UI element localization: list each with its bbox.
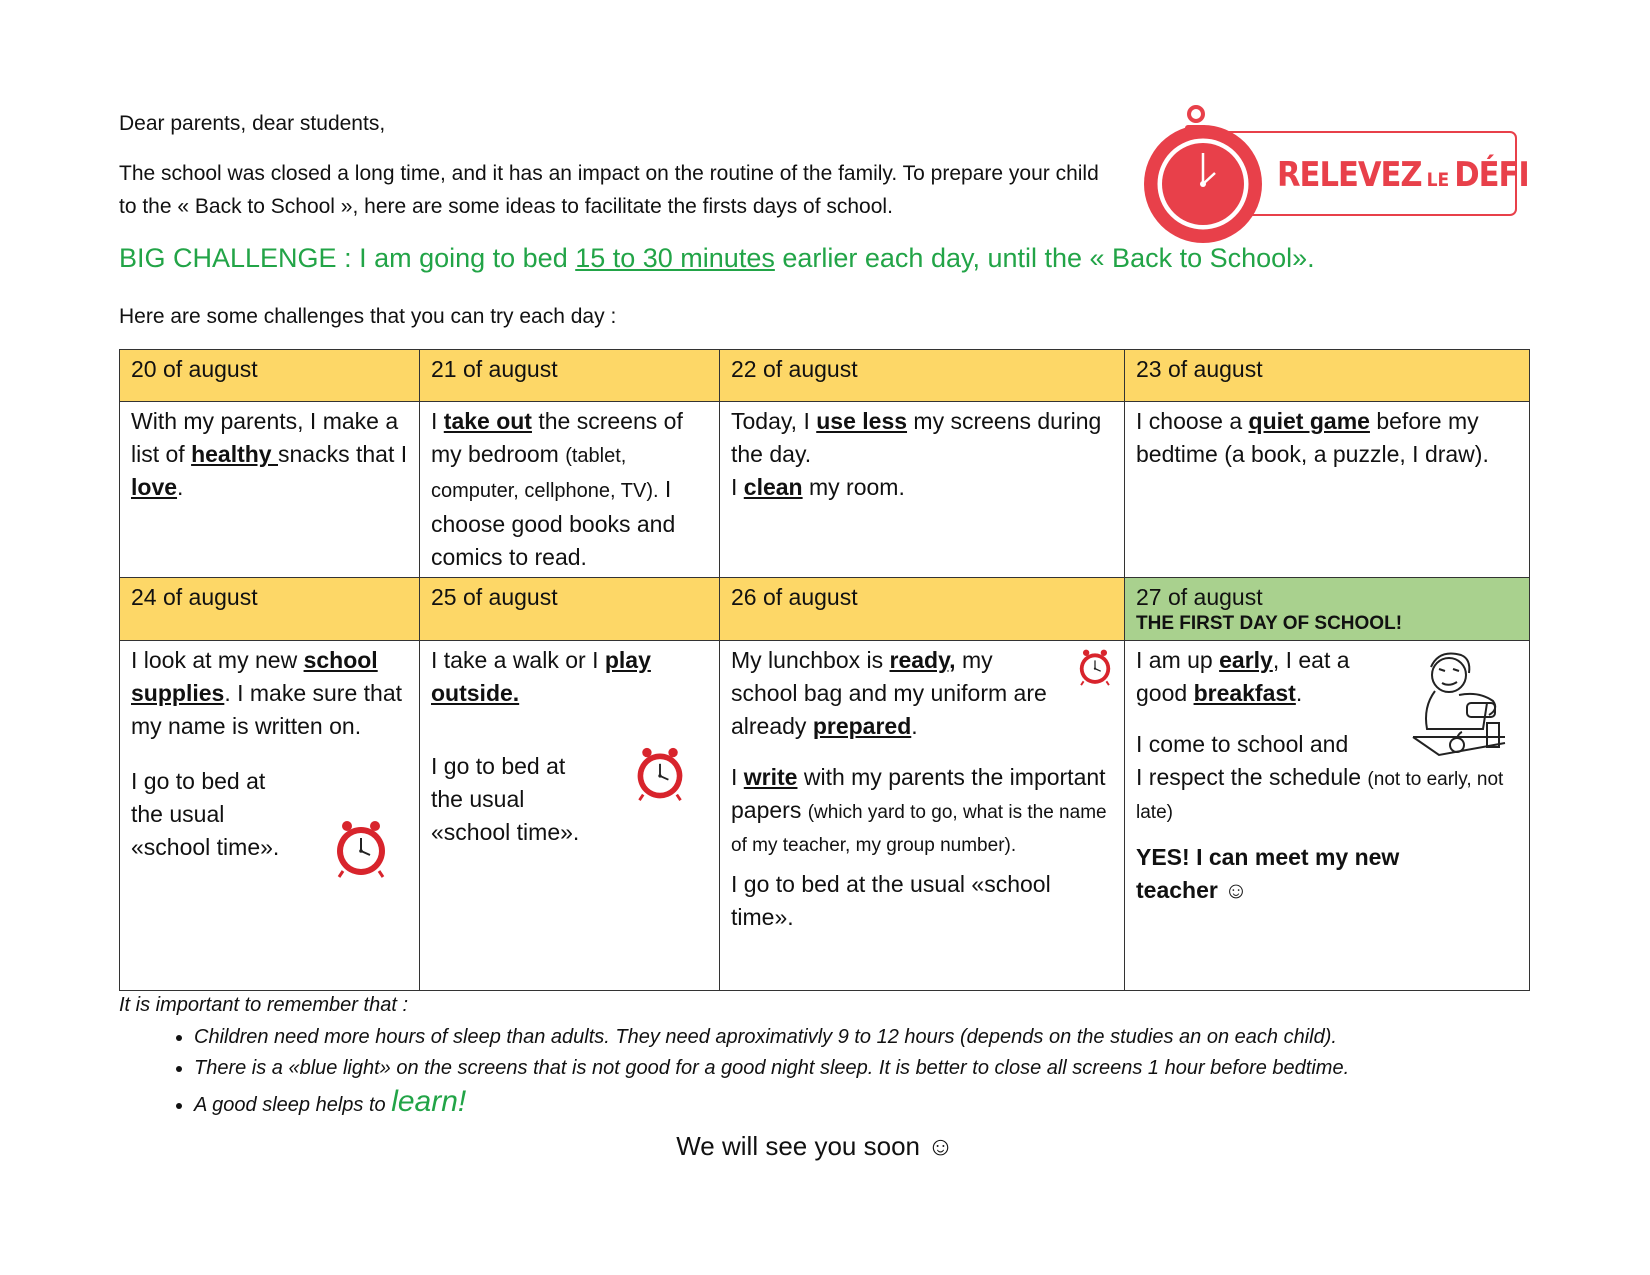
emphasis: prepared	[812, 713, 912, 739]
day-header: 24 of august	[120, 578, 420, 641]
week1-header-row	[120, 350, 1530, 402]
alarm-clock-icon	[632, 744, 688, 806]
challenge-calendar	[119, 349, 1530, 991]
closing-line: We will see you soon ☺	[676, 1131, 954, 1161]
learn-highlight: learn!	[391, 1085, 467, 1118]
emphasis: early	[1219, 647, 1273, 673]
text: the screens of my bedroom	[431, 408, 683, 467]
text: the usual	[431, 786, 525, 812]
small-text: (tablet, computer, cellphone, TV).	[431, 445, 659, 502]
emphasis: healthy	[191, 441, 278, 467]
challenge-cell-25	[420, 641, 720, 991]
small-text: (which yard to go, what is the name of my teacher, my group number).	[731, 802, 1107, 856]
text: I choose a	[1136, 408, 1249, 434]
alarm-clock-icon	[331, 817, 391, 883]
text: .	[177, 474, 184, 500]
challenge-cell-22	[720, 402, 1125, 578]
week2-header-row	[120, 578, 1530, 641]
text: I go to bed at	[131, 768, 266, 794]
day-header: 20 of august	[120, 350, 420, 402]
text: .	[911, 713, 918, 739]
text: I	[731, 764, 744, 790]
week2-body-row	[120, 641, 1530, 991]
day-header-first-day	[1125, 578, 1530, 641]
note-item: • There is a «blue light» on the screens that is not good for a good night sleep. It is better to close all screens 1 hour before bedtime.	[194, 1053, 1349, 1083]
note-item: • Children need more hours of sleep than adults. They need aproximativly 9 to 12 hours (depends on the studies an on each child).	[194, 1022, 1349, 1052]
emphasis: school supplies	[131, 647, 378, 706]
text: My lunchbox is	[731, 647, 890, 673]
logo-word-relevez: RELEVEZ	[1277, 155, 1422, 195]
text: I am up	[1136, 647, 1220, 673]
text: With my parents, I make a list of	[131, 408, 399, 467]
emphasis: clean	[743, 474, 803, 500]
text: I	[431, 408, 444, 434]
day-header: 21 of august	[420, 350, 720, 402]
text: I	[731, 474, 744, 500]
text: A good sleep helps to	[194, 1094, 392, 1116]
text: my screens during the day.	[731, 408, 1102, 467]
day-header: 26 of august	[720, 578, 1125, 641]
text: my room.	[802, 474, 905, 500]
greeting: Dear parents, dear students,	[119, 112, 386, 135]
day-header: 23 of august	[1125, 350, 1530, 402]
emphasis: quiet game	[1248, 408, 1370, 434]
week1-body-row	[120, 402, 1530, 578]
emphasis: use less	[816, 408, 908, 434]
challenge-cell-20	[120, 402, 420, 578]
emphasis: write	[743, 764, 798, 790]
challenge-highlight: 15 to 30 minutes	[575, 243, 775, 273]
text: I come to school and	[1136, 731, 1349, 757]
text: , I eat a good	[1136, 647, 1350, 706]
logo-word-defi: DÉFI	[1454, 155, 1529, 195]
text: before my bedtime (a book, a puzzle, I draw).	[1136, 408, 1489, 467]
text: my school bag and my uniform are already	[731, 647, 1047, 739]
text: «school time».	[431, 819, 580, 845]
text: the usual	[131, 801, 225, 827]
text: I go to bed at	[431, 753, 566, 779]
alarm-clock-icon	[1076, 647, 1114, 689]
meet-teacher-text: YES! I can meet my new teacher ☺	[1136, 844, 1400, 903]
day-header-date: 27 of august	[1136, 584, 1263, 610]
text: I take a walk or I	[431, 647, 605, 673]
intro-paragraph: The school was closed a long time, and it has an impact on the routine of the family. To prepare your child to the « Back to School », here are some ideas to facilitate the firsts days of school.	[119, 162, 1099, 218]
emphasis: love	[131, 474, 178, 500]
subtitle: Here are some challenges that you can try each day :	[119, 305, 617, 328]
text: I choose good books and comics to read.	[431, 476, 676, 570]
challenge-cell-23	[1125, 402, 1530, 578]
emphasis: take out	[443, 408, 532, 434]
emphasis: breakfast	[1193, 680, 1296, 706]
notes	[119, 990, 1349, 1121]
text: I respect the schedule	[1136, 764, 1368, 790]
text: . I make sure that my name is written on.	[131, 680, 403, 739]
text: «school time».	[131, 834, 280, 860]
logo-word-le: LE	[1426, 169, 1450, 191]
challenge-prefix: BIG CHALLENGE : I am going to bed	[119, 243, 576, 273]
notes-intro: It is important to remember that :	[119, 994, 408, 1016]
challenge-suffix: earlier each day, until the « Back to School».	[774, 243, 1315, 273]
notes-list	[119, 1022, 1349, 1120]
first-day-subheader: THE FIRST DAY OF SCHOOL!	[1136, 613, 1403, 634]
relevez-le-defi-logo	[1143, 105, 1529, 245]
challenge-cell-26	[720, 641, 1125, 991]
day-header: 22 of august	[720, 350, 1125, 402]
text: Today, I	[731, 408, 817, 434]
challenge-cell-27	[1125, 641, 1530, 991]
emphasis: ready,	[889, 647, 956, 673]
day-header: 25 of august	[420, 578, 720, 641]
challenge-cell-21	[420, 402, 720, 578]
text: with my parents the important papers	[731, 764, 1106, 823]
note-item	[194, 1087, 1349, 1120]
challenge-cell-24	[120, 641, 420, 991]
big-challenge	[119, 243, 1315, 274]
emphasis: play outside.	[431, 647, 651, 706]
text: snacks that I	[278, 441, 408, 467]
small-text: (not to early, not late)	[1136, 769, 1504, 823]
text: I go to bed at the usual «school time».	[731, 871, 1051, 930]
text: I look at my new	[131, 647, 304, 673]
text: .	[1295, 680, 1303, 706]
boy-eating-breakfast-icon	[1409, 647, 1509, 765]
